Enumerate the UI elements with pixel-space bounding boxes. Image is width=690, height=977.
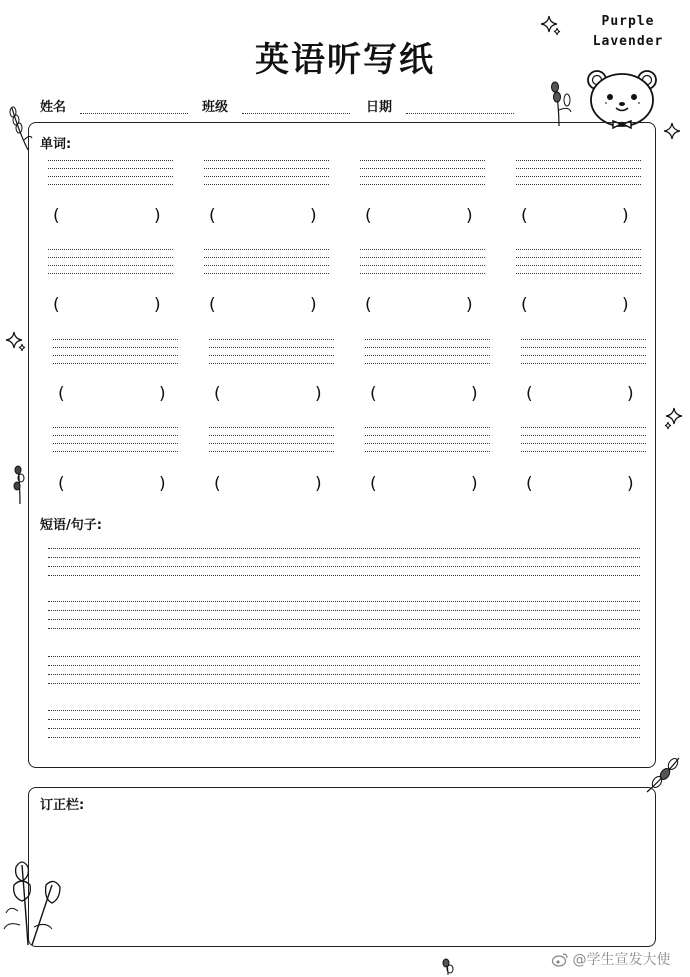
phrase-line[interactable]: [48, 674, 640, 675]
dotted-line: [48, 176, 173, 177]
word-write-area[interactable]: [521, 425, 646, 469]
dotted-line: [53, 355, 178, 356]
phrase-line[interactable]: [48, 737, 640, 738]
word-write-area[interactable]: [365, 425, 490, 469]
dotted-line: [48, 257, 173, 258]
watermark: [552, 949, 670, 969]
paren-open: (: [521, 295, 528, 315]
phrase-line[interactable]: [48, 575, 640, 576]
name-label: 姓名: [40, 100, 67, 115]
dotted-line: [516, 249, 641, 250]
paren-close: ): [310, 206, 317, 226]
phrase-line[interactable]: [48, 665, 640, 666]
dotted-line: [204, 273, 329, 274]
lavender-icon: [643, 752, 685, 796]
phrase-line[interactable]: [48, 656, 640, 657]
weibo-icon: [552, 953, 568, 967]
word-write-area[interactable]: [48, 158, 173, 202]
page-title: 英语听写纸: [255, 40, 435, 80]
dotted-line: [209, 443, 334, 444]
lavender-icon: [8, 462, 32, 506]
paren-close: ): [154, 295, 161, 315]
phrase-line[interactable]: [48, 728, 640, 729]
phrases-section-label: 短语/句子:: [40, 518, 102, 533]
dotted-line: [209, 427, 334, 428]
dotted-line: [360, 184, 485, 185]
word-write-area[interactable]: [209, 425, 334, 469]
dotted-line: [53, 339, 178, 340]
sparkle-icon: [664, 406, 686, 430]
words-section-label: 单词:: [40, 137, 72, 152]
watermark-text: @学生宣发大使: [572, 952, 671, 968]
dotted-line: [48, 249, 173, 250]
dotted-line: [521, 451, 646, 452]
dotted-line: [204, 184, 329, 185]
dotted-line: [521, 339, 646, 340]
dotted-line: [48, 265, 173, 266]
dotted-line: [360, 168, 485, 169]
paren-open: (: [365, 295, 372, 315]
paren-open: (: [53, 295, 60, 315]
dotted-line: [516, 176, 641, 177]
dotted-line: [204, 257, 329, 258]
word-write-area[interactable]: [53, 425, 178, 469]
dotted-line: [516, 160, 641, 161]
dotted-line: [204, 160, 329, 161]
dotted-line: [204, 168, 329, 169]
dotted-line: [360, 160, 485, 161]
paren-open: (: [365, 206, 372, 226]
word-write-area[interactable]: [209, 337, 334, 381]
dotted-line: [516, 184, 641, 185]
paren-close: ): [471, 474, 478, 494]
paren-open: (: [209, 206, 216, 226]
lavender-icon: [2, 855, 68, 947]
phrase-line[interactable]: [48, 566, 640, 567]
brand-line-2: Lavender: [592, 34, 664, 49]
dotted-line: [204, 249, 329, 250]
lavender-icon: [438, 957, 458, 977]
dotted-line: [360, 273, 485, 274]
dotted-line: [365, 355, 490, 356]
sparkle-icon: [6, 330, 26, 354]
dotted-line: [209, 347, 334, 348]
dotted-line: [365, 363, 490, 364]
dotted-line: [48, 273, 173, 274]
dotted-line: [48, 160, 173, 161]
dotted-line: [53, 435, 178, 436]
dotted-line: [204, 265, 329, 266]
name-line[interactable]: [80, 113, 188, 114]
paren-close: ): [471, 384, 478, 404]
dotted-line: [365, 435, 490, 436]
dotted-line: [53, 451, 178, 452]
dotted-line: [365, 347, 490, 348]
phrase-line[interactable]: [48, 710, 640, 711]
paren-open: (: [526, 384, 533, 404]
dotted-line: [521, 435, 646, 436]
paren-close: ): [315, 384, 322, 404]
paren-open: (: [370, 384, 377, 404]
dotted-line: [360, 265, 485, 266]
phrase-line[interactable]: [48, 601, 640, 602]
lavender-icon: [545, 78, 575, 128]
dotted-line: [209, 355, 334, 356]
word-write-area[interactable]: [360, 158, 485, 202]
dotted-line: [521, 347, 646, 348]
paren-open: (: [209, 295, 216, 315]
word-write-area[interactable]: [204, 247, 329, 291]
paren-close: ): [622, 295, 629, 315]
phrase-line[interactable]: [48, 619, 640, 620]
paren-close: ): [627, 474, 634, 494]
dotted-line: [48, 168, 173, 169]
class-line[interactable]: [242, 113, 350, 114]
paren-close: ): [627, 384, 634, 404]
paren-open: (: [370, 474, 377, 494]
brand-text: [578, 12, 678, 52]
paren-open: (: [214, 384, 221, 404]
word-write-area[interactable]: [204, 158, 329, 202]
dotted-line: [365, 427, 490, 428]
paren-close: ): [154, 206, 161, 226]
dotted-line: [360, 249, 485, 250]
paren-close: ): [310, 295, 317, 315]
dotted-line: [521, 427, 646, 428]
dotted-line: [209, 339, 334, 340]
sparkle-icon: [541, 16, 561, 36]
word-write-area[interactable]: [516, 247, 641, 291]
paren-open: (: [214, 474, 221, 494]
dotted-line: [360, 257, 485, 258]
dotted-line: [516, 273, 641, 274]
sparkle-icon: [662, 122, 684, 144]
phrase-line[interactable]: [48, 548, 640, 549]
dotted-line: [360, 176, 485, 177]
paren-open: (: [58, 474, 65, 494]
dotted-line: [209, 435, 334, 436]
phrase-line[interactable]: [48, 557, 640, 558]
dotted-line: [53, 443, 178, 444]
paren-close: ): [466, 295, 473, 315]
lavender-icon: [4, 104, 34, 152]
date-label: 日期: [366, 100, 393, 115]
class-label: 班级: [202, 100, 229, 115]
dotted-line: [365, 339, 490, 340]
paren-close: ): [159, 474, 166, 494]
paren-close: ): [159, 384, 166, 404]
word-write-area[interactable]: [53, 337, 178, 381]
word-write-area[interactable]: [365, 337, 490, 381]
dotted-line: [516, 168, 641, 169]
paren-open: (: [521, 206, 528, 226]
dotted-line: [516, 257, 641, 258]
word-write-area[interactable]: [521, 337, 646, 381]
dotted-line: [516, 265, 641, 266]
dotted-line: [204, 176, 329, 177]
phrase-line[interactable]: [48, 719, 640, 720]
dotted-line: [53, 427, 178, 428]
phrase-line[interactable]: [48, 628, 640, 629]
dotted-line: [521, 363, 646, 364]
brand-line-1: Purple: [601, 14, 655, 29]
dotted-line: [48, 184, 173, 185]
corrections-box: [28, 787, 656, 947]
paren-open: (: [58, 384, 65, 404]
paren-close: ): [466, 206, 473, 226]
dotted-line: [53, 363, 178, 364]
dotted-line: [209, 451, 334, 452]
dotted-line: [365, 451, 490, 452]
word-write-area[interactable]: [48, 247, 173, 291]
dotted-line: [209, 363, 334, 364]
paren-close: ): [315, 474, 322, 494]
corrections-label: 订正栏:: [40, 798, 85, 813]
word-write-area[interactable]: [360, 247, 485, 291]
paren-open: (: [526, 474, 533, 494]
date-line[interactable]: [406, 113, 514, 114]
phrase-line[interactable]: [48, 683, 640, 684]
paren-open: (: [53, 206, 60, 226]
phrase-line[interactable]: [48, 610, 640, 611]
dotted-line: [521, 355, 646, 356]
paren-close: ): [622, 206, 629, 226]
dotted-line: [365, 443, 490, 444]
dotted-line: [53, 347, 178, 348]
dotted-line: [521, 443, 646, 444]
word-write-area[interactable]: [516, 158, 641, 202]
